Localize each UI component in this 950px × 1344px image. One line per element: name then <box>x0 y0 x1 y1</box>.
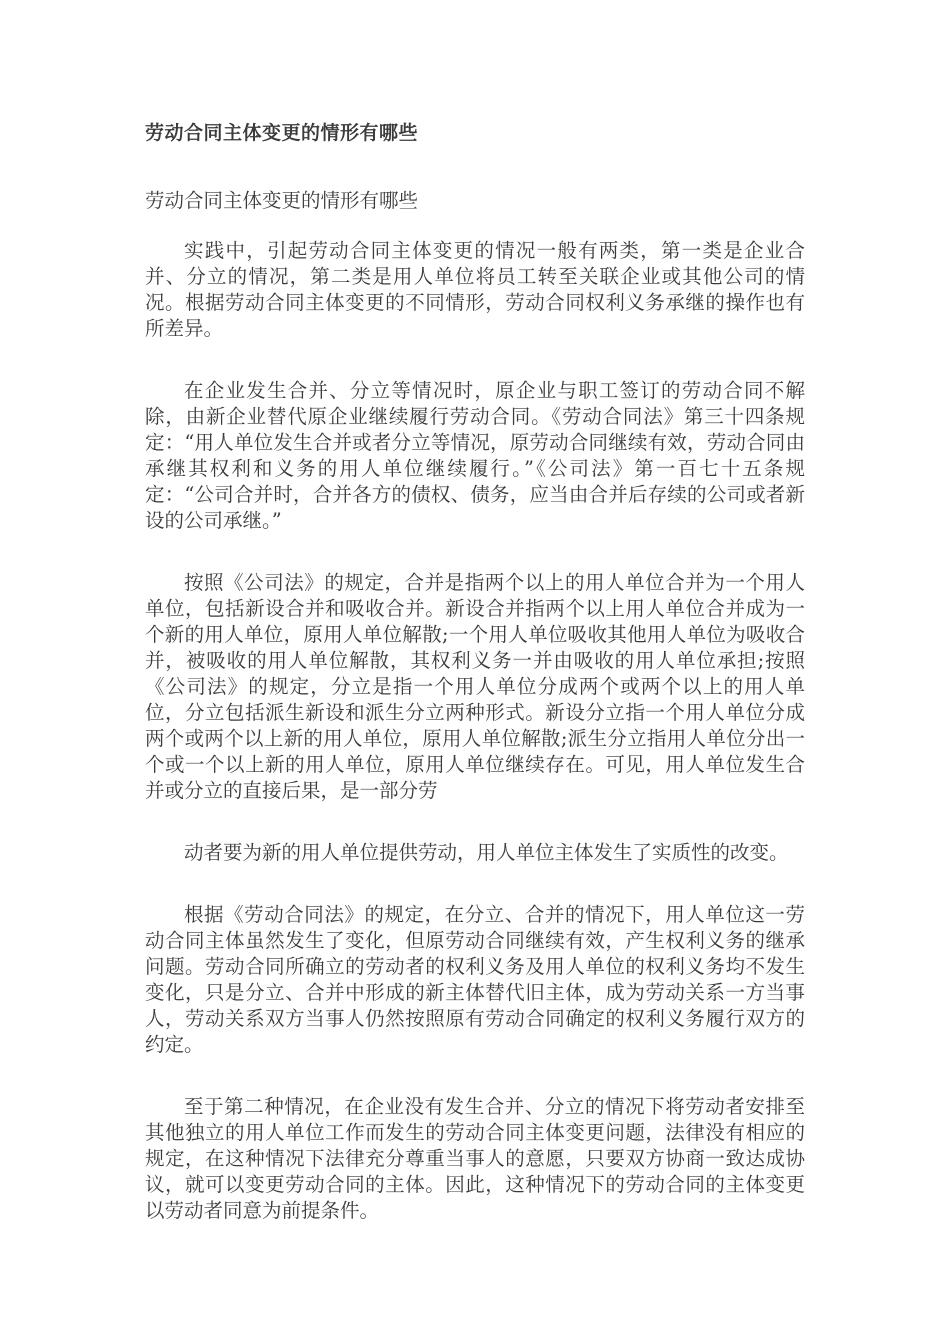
document-body <box>145 118 805 1260</box>
document-title: 劳动合同主体变更的情形有哪些 <box>145 122 419 144</box>
paragraph-4: 动者要为新的用人单位提供劳动，用人单位主体发生了实质性的改变。 <box>184 841 789 864</box>
paragraph-1: 实践中，引起劳动合同主体变更的情况一般有两类，第一类是企业合并、分立的情况，第二类是用人单位将员工转至关联企业或其他公司的情况。根据劳动合同主体变更的不同情形，劳动合同权利义务承继的操作也有所差异。 <box>145 239 805 340</box>
document-subtitle: 劳动合同主体变更的情形有哪些 <box>145 189 419 212</box>
paragraph-6: 至于第二种情况，在企业没有发生合并、分立的情况下将劳动者安排至其他独立的用人单位工作而发生的劳动合同主体变更问题，法律没有相应的规定，在这种情况下法律充分尊重当事人的意愿，只要双方协商一致达成协议，就可以变更劳动合同的主体。因此，这种情况下的劳动合同的主体变更以劳动者同意为前提条件。 <box>145 1095 805 1222</box>
paragraph-5: 根据《劳动合同法》的规定，在分立、合并的情况下，用人单位这一劳动合同主体虽然发生了变化，但原劳动合同继续有效，产生权利义务的继承问题。劳动合同所确立的劳动者的权利义务及用人单位的权利义务均不发生变化，只是分立、合并中形成的新主体替代旧主体，成为劳动关系一方当事人，劳动关系双方当事人仍然按照原有劳动合同确定的权利义务履行双方的约定。 <box>145 903 805 1056</box>
paragraph-3: 按照《公司法》的规定，合并是指两个以上的用人单位合并为一个用人单位，包括新设合并和吸收合并。新设合并指两个以上用人单位合并成为一个新的用人单位，原用人单位解散;一个用人单位吸收其他用人单位为吸收合并，被吸收的用人单位解散，其权利义务一并由吸收的用人单位承担;按照《公司法》的规定，分立是指一个用人单位分成两个或两个以上的用人单位，分立包括派生新设和派生分立两种形式。新设分立指一个用人单位分成两个或两个以上新的用人单位，原用人单位解散;派生分立指用人单位分出一个或一个以上新的用人单位，原用人单位继续存在。可见，用人单位发生合并或分立的直接后果，是一部分劳 <box>145 571 805 802</box>
paragraph-2: 在企业发生合并、分立等情况时，原企业与职工签订的劳动合同不解除，由新企业替代原企业继续履行劳动合同。《劳动合同法》第三十四条规定：“用人单位发生合并或者分立等情况，原劳动合同继续有效，劳动合同由承继其权利和义务的用人单位继续履行。”《公司法》第一百七十五条规定：“公司合并时，合并各方的债权、债务，应当由合并后存续的公司或者新设的公司承继。” <box>145 379 805 532</box>
